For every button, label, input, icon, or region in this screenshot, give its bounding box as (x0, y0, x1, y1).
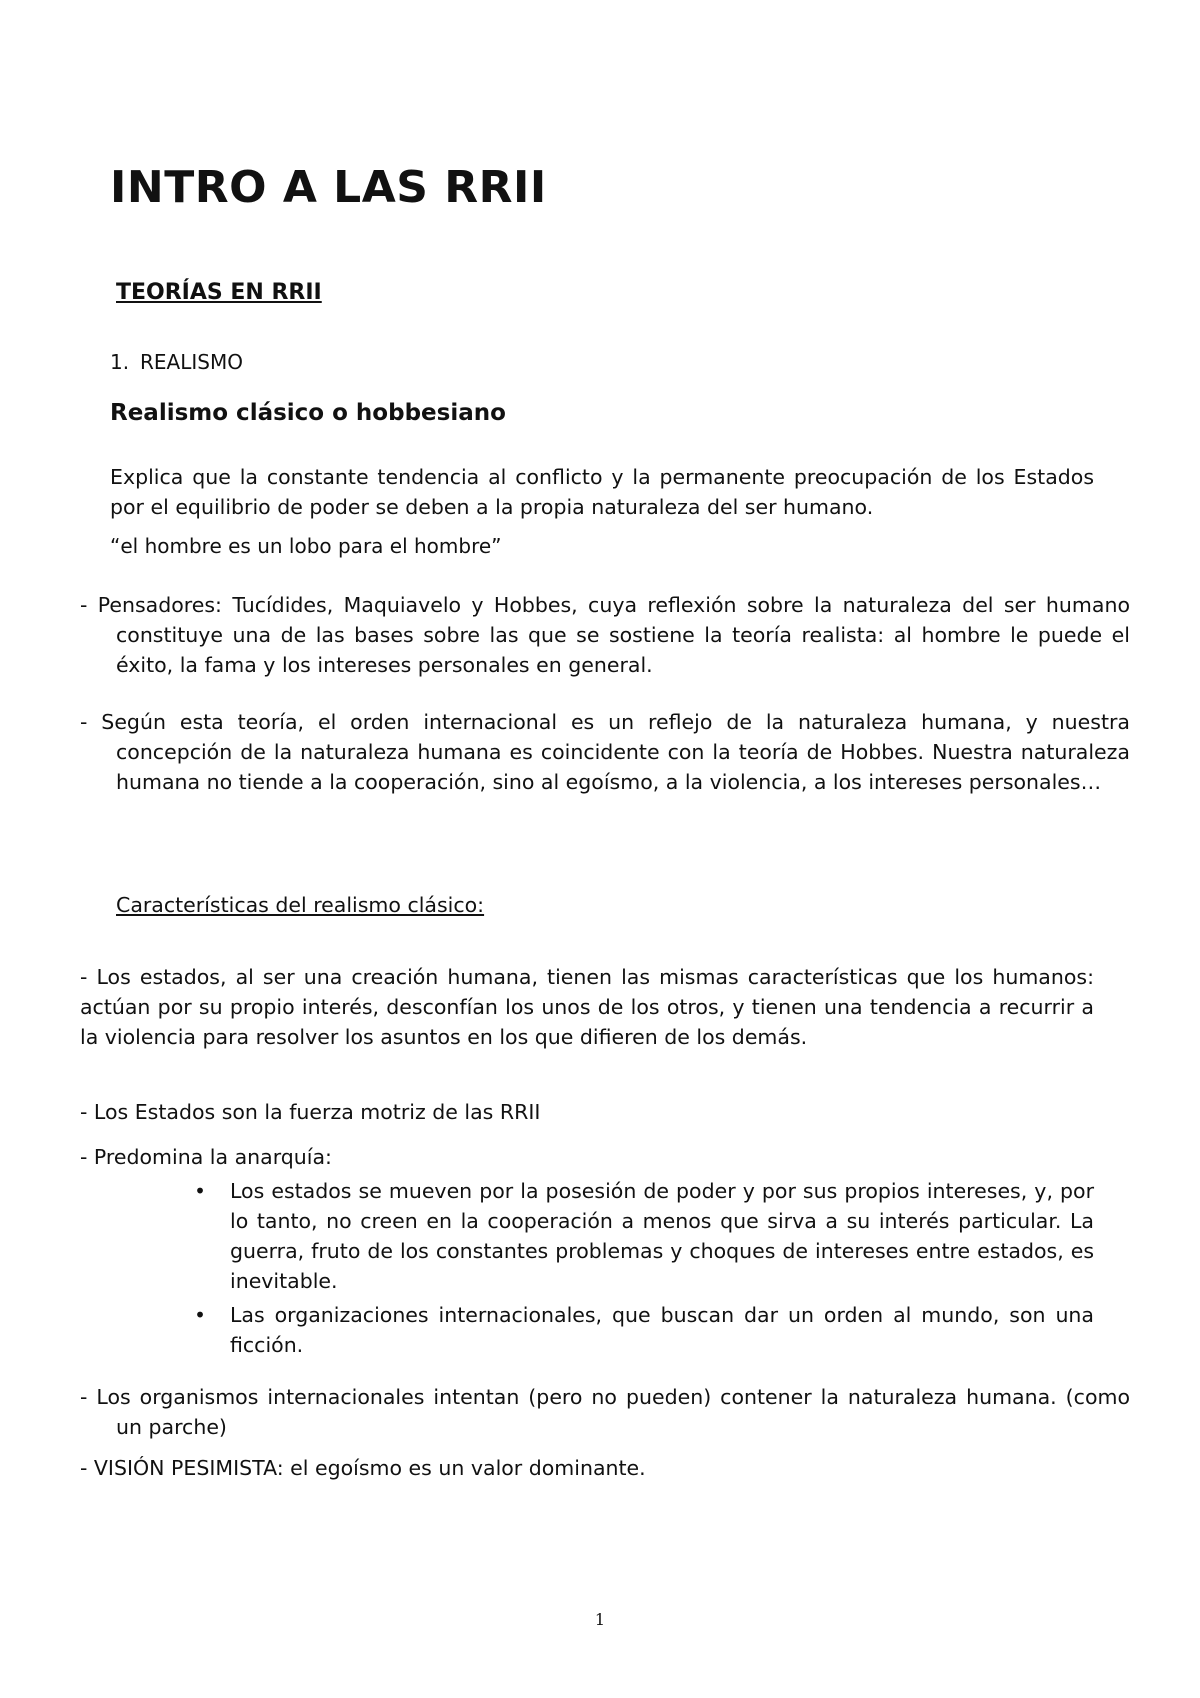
thinkers-paragraph: - Pensadores: Tucídides, Maquiavelo y Hobbes, cuya reflexión sobre la naturaleza del ser humano constituye una de las bases sobre las que se sostiene la teoría realista: al hombre le puede el éxito, la fama y los intereses personales en general. (80, 593, 1130, 677)
characteristics-heading: Características del realismo clásico: (116, 893, 485, 917)
intro-paragraph: Explica que la constante tendencia al conflicto y la permanente preocupación de los Estados por el equilibrio de poder se deben a la propia naturaleza del ser humano. (110, 465, 1094, 519)
heading-label: REALISMO (140, 350, 243, 374)
characteristics-paragraph-2: - Los Estados son la fuerza motriz de las RRII (80, 1100, 541, 1124)
document-title: INTRO A LAS RRII (110, 162, 547, 213)
bullet-list-item (190, 1300, 1094, 1360)
subsection-heading: Realismo clásico o hobbesiano (110, 400, 506, 426)
quote: “el hombre es un lobo para el hombre” (110, 534, 502, 558)
bullet-icon: • (194, 1179, 206, 1203)
characteristics-paragraph-5: - VISIÓN PESIMISTA: el egoísmo es un valor dominante. (80, 1456, 646, 1480)
section-heading: TEORÍAS EN RRII (116, 280, 322, 305)
bullet-icon: • (194, 1303, 206, 1327)
bullet-text: Los estados se mueven por la posesión de poder y por sus propios intereses, y, por lo tanto, no creen en la cooperación a menos que sirva a su interés particular. La guerra, fruto de los constantes problemas y choques de intereses entre estados, es inevitable. (230, 1179, 1094, 1293)
bullet-text: Las organizaciones internacionales, que buscan dar un orden al mundo, son una ficción. (230, 1303, 1094, 1357)
characteristics-paragraph-3: - Predomina la anarquía: (80, 1145, 332, 1169)
theory-paragraph: - Según esta teoría, el orden internacional es un reflejo de la naturaleza humana, y nuestra concepción de la naturaleza humana es coincidente con la teoría de Hobbes. Nuestra naturaleza humana no tiende a la cooperación, sino al egoísmo, a la violencia, a los intereses personales… (80, 710, 1130, 794)
bullet-list-item (190, 1176, 1094, 1296)
numbered-heading (110, 350, 243, 374)
characteristics-paragraph-4: - Los organismos internacionales intentan (pero no pueden) contener la naturaleza humana. (como un parche) (80, 1385, 1130, 1439)
characteristics-paragraph-1: - Los estados, al ser una creación humana, tienen las mismas características que los humanos: actúan por su propio interés, desconfían los unos de los otros, y tienen una tendencia a recurrir a la violencia para resolver los asuntos en los que difieren de los demás. (80, 965, 1094, 1049)
page-number: 1 (594, 1610, 606, 1629)
heading-number: 1. (110, 350, 130, 374)
